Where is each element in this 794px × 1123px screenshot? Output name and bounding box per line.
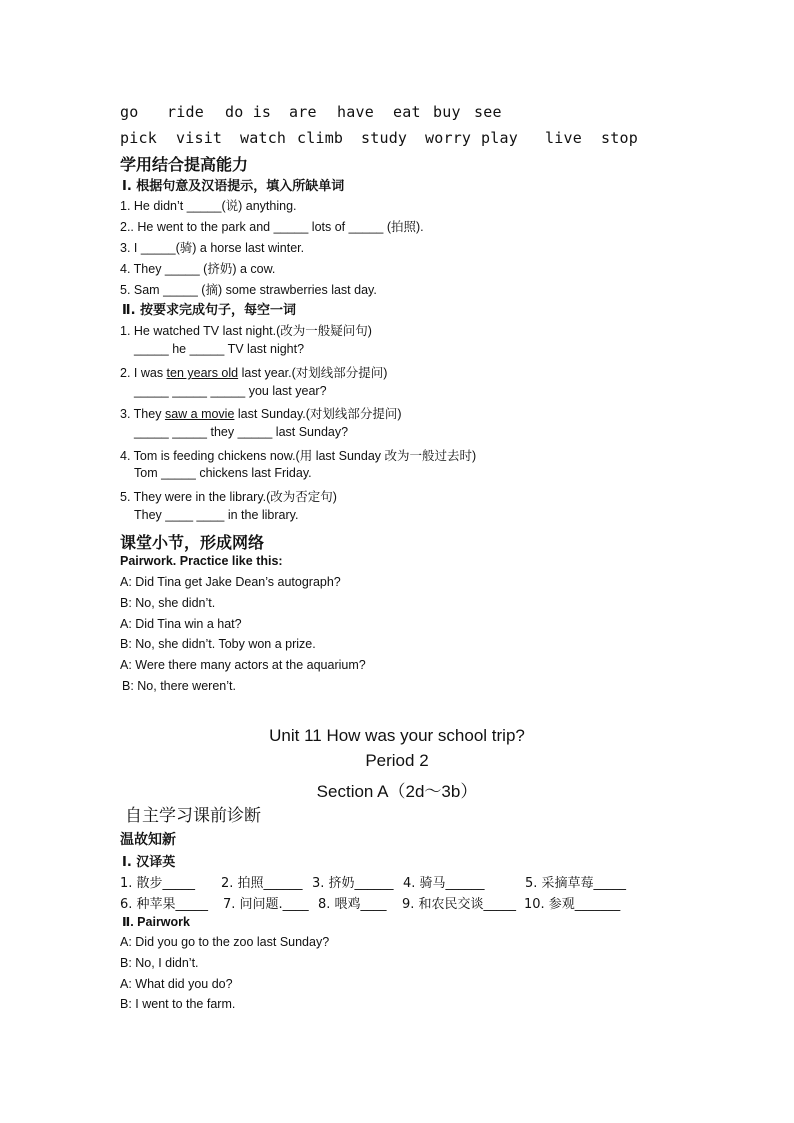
dialogue-line: B: I went to the farm. xyxy=(120,997,236,1011)
part2-heading: Ⅱ. 按要求完成句子，每空一词 xyxy=(122,303,297,318)
word-have: have xyxy=(337,103,374,121)
part1-heading: Ⅰ. 根据句意及汉语提示，填入所缺单词 xyxy=(122,179,345,194)
translate-item: 10. 参观_______ xyxy=(524,897,621,912)
word-live: live xyxy=(545,129,582,147)
translate-item: 1. 散步_____ xyxy=(120,876,196,891)
section-heading-preview: 自主学习课前诊断 xyxy=(125,806,261,826)
translate-item: 2. 拍照______ xyxy=(221,876,303,891)
translate-item: 9. 和农民交谈_____ xyxy=(402,897,517,912)
rewrite-a2: _____ _____ _____ you last year? xyxy=(134,384,327,398)
exercise-item-5: 5. Sam _____ (摘) some strawberries last day. xyxy=(120,283,377,297)
pairwork-subheading: Pairwork. Practice like this: xyxy=(120,554,283,568)
unit-title: Unit 11 How was your school trip? xyxy=(269,726,525,745)
translate-item: 8. 喂鸡____ xyxy=(318,897,387,912)
word-buy: buy xyxy=(433,103,461,121)
rewrite-q2-underlined: ten years old xyxy=(166,366,239,380)
word-pick: pick xyxy=(120,129,157,147)
rewrite-q3-underlined: saw a movie xyxy=(164,407,235,421)
rewrite-q2-pre: 2. I was xyxy=(120,366,167,380)
word-worry: worry xyxy=(425,129,472,147)
rewrite-q3-pre: 3. They xyxy=(120,407,165,421)
dialogue-line: A: Were there many actors at the aquarium? xyxy=(120,658,366,672)
word-do-is: do is xyxy=(225,103,272,121)
rewrite-a5: They ____ ____ in the library. xyxy=(134,508,299,522)
section-heading-apply: 学用结合提高能力 xyxy=(120,155,249,174)
dialogue-line: A: Did Tina win a hat? xyxy=(120,617,242,631)
rewrite-a3: _____ _____ they _____ last Sunday? xyxy=(134,425,349,439)
translate-item: 6. 种苹果_____ xyxy=(120,897,209,912)
rewrite-q1: 1. He watched TV last night.(改为一般疑问句) xyxy=(120,324,372,338)
dialogue-line: B: No, I didn’t. xyxy=(120,956,199,970)
exercise-item-1: 1. He didn’t _____(说) anything. xyxy=(120,199,297,213)
word-climb: climb xyxy=(297,129,344,147)
dialogue-line: B: No, she didn’t. xyxy=(120,596,216,610)
period-title: Period 2 xyxy=(365,751,429,770)
word-eat: eat xyxy=(393,103,421,121)
translate-item: 4. 骑马______ xyxy=(403,876,485,891)
rewrite-q2 xyxy=(120,363,387,381)
word-go: go xyxy=(120,103,139,121)
dialogue-line: A: Did Tina get Jake Dean’s autograph? xyxy=(120,575,341,589)
rewrite-q4: 4. Tom is feeding chickens now.(用 last Sunday 改为一般过去时) xyxy=(120,449,477,463)
rewrite-q5: 5. They were in the library.(改为否定句) xyxy=(120,490,337,504)
translate-heading: Ⅰ. 汉译英 xyxy=(122,855,176,870)
rewrite-a4: Tom _____ chickens last Friday. xyxy=(134,466,312,480)
dialogue-line: B: No, there weren’t. xyxy=(122,679,236,693)
word-see: see xyxy=(474,103,502,121)
dialogue-line: B: No, she didn’t. Toby won a prize. xyxy=(120,637,316,651)
word-study: study xyxy=(361,129,408,147)
translate-item: 3. 挤奶______ xyxy=(312,876,394,891)
exercise-item-2: 2.. He went to the park and _____ lots of _____ (拍照). xyxy=(120,220,424,234)
translate-item: 7. 问问题.____ xyxy=(223,897,309,912)
word-stop: stop xyxy=(601,129,638,147)
rewrite-q3 xyxy=(120,404,402,422)
rewrite-a1: _____ he _____ TV last night? xyxy=(134,342,305,356)
word-visit: visit xyxy=(176,129,223,147)
exercise-item-3: 3. I _____(骑) a horse last winter. xyxy=(120,241,305,255)
section-title: Section A（2d～3b） xyxy=(316,782,478,801)
word-watch: watch xyxy=(240,129,287,147)
translate-item: 5. 采摘草莓_____ xyxy=(525,876,627,891)
exercise-item-4: 4. They _____ (挤奶) a cow. xyxy=(120,262,276,276)
review-subheading: 温故知新 xyxy=(120,832,176,848)
rewrite-q2-post: last year.(对划线部分提问) xyxy=(238,366,388,380)
section-heading-summary: 课堂小节，形成网络 xyxy=(120,533,265,552)
dialogue-line: A: What did you do? xyxy=(120,977,233,991)
dialogue-line: A: Did you go to the zoo last Sunday? xyxy=(120,935,330,949)
word-play: play xyxy=(481,129,518,147)
pairwork-heading: Ⅱ. Pairwork xyxy=(122,915,190,929)
rewrite-q3-post: last Sunday.(对划线部分提问) xyxy=(234,407,402,421)
word-ride: ride xyxy=(167,103,204,121)
word-are: are xyxy=(289,103,317,121)
